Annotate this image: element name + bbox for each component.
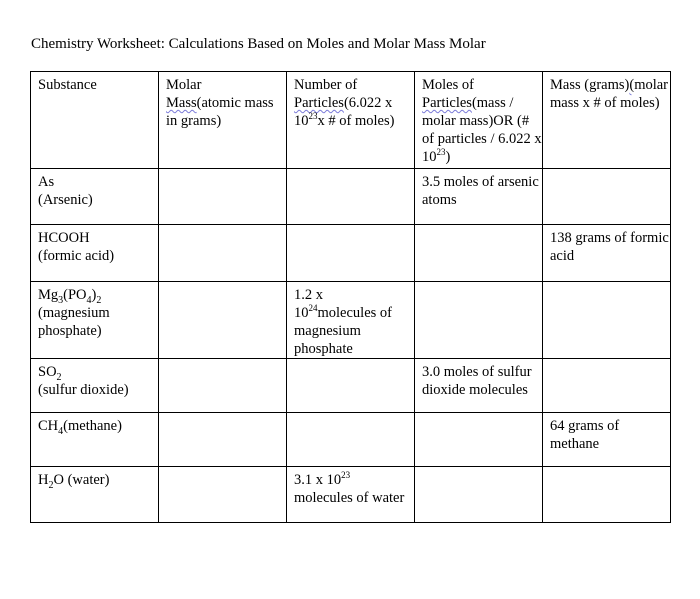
mass-cell[interactable] [543, 282, 671, 359]
header-row [31, 72, 671, 169]
substance-cell: $Mg_3(PO_4)_2$ (magnesium phosphate) [31, 282, 159, 359]
particles-cell[interactable] [287, 169, 415, 225]
worksheet-table [30, 71, 671, 523]
header-number-of-particles: Number of Particles(6.022 x $10^{23}x$ # of moles) [287, 72, 415, 169]
mass-cell[interactable] [543, 169, 671, 225]
moles-cell[interactable] [415, 282, 543, 359]
table-row [31, 169, 671, 225]
molar-mass-cell[interactable] [159, 413, 287, 467]
table-row [31, 225, 671, 282]
molar-mass-cell[interactable] [159, 225, 287, 282]
molar-mass-cell[interactable] [159, 282, 287, 359]
header-mass-grams: Mass (grams)(molar mass x # of moles) [543, 72, 671, 169]
moles-cell: 3.5 moles of arsenic atoms [415, 169, 543, 225]
header-substance: Substance [31, 72, 159, 169]
moles-cell[interactable] [415, 413, 543, 467]
substance-cell: $SO_2$ (sulfur dioxide) [31, 359, 159, 413]
mass-cell[interactable] [543, 359, 671, 413]
mass-cell: 64 grams of methane [543, 413, 671, 467]
worksheet-title: Chemistry Worksheet: Calculations Based on Moles and Molar Mass Molar [31, 36, 486, 52]
mass-cell: 138 grams of formic acid [543, 225, 671, 282]
substance-cell: As (Arsenic) [31, 169, 159, 225]
molar-mass-cell[interactable] [159, 359, 287, 413]
table-row [31, 359, 671, 413]
substance-cell: $H_2O$ (water) [31, 467, 159, 523]
moles-cell: 3.0 moles of sulfur dioxide molecules [415, 359, 543, 413]
particles-cell[interactable] [287, 413, 415, 467]
particles-cell: 3.1 x $10^{23}$ molecules of water [287, 467, 415, 523]
table-row [31, 282, 671, 359]
particles-cell[interactable] [287, 359, 415, 413]
substance-cell: HCOOH (formic acid) [31, 225, 159, 282]
moles-cell[interactable] [415, 225, 543, 282]
table-row [31, 413, 671, 467]
particles-cell: 1.2 x $10^{24}molecules$ of magnesium phosphate [287, 282, 415, 359]
particles-cell[interactable] [287, 225, 415, 282]
header-moles-of-particles: Moles of Particles(mass / molar mass)OR (# of particles / 6.022 x $10^{23}$) [415, 72, 543, 169]
substance-cell: $CH_4(methane)$ [31, 413, 159, 467]
moles-cell[interactable] [415, 467, 543, 523]
header-molar-mass: Molar Mass(atomic mass in grams) [159, 72, 287, 169]
molar-mass-cell[interactable] [159, 467, 287, 523]
molar-mass-cell[interactable] [159, 169, 287, 225]
table-row [31, 467, 671, 523]
mass-cell[interactable] [543, 467, 671, 523]
